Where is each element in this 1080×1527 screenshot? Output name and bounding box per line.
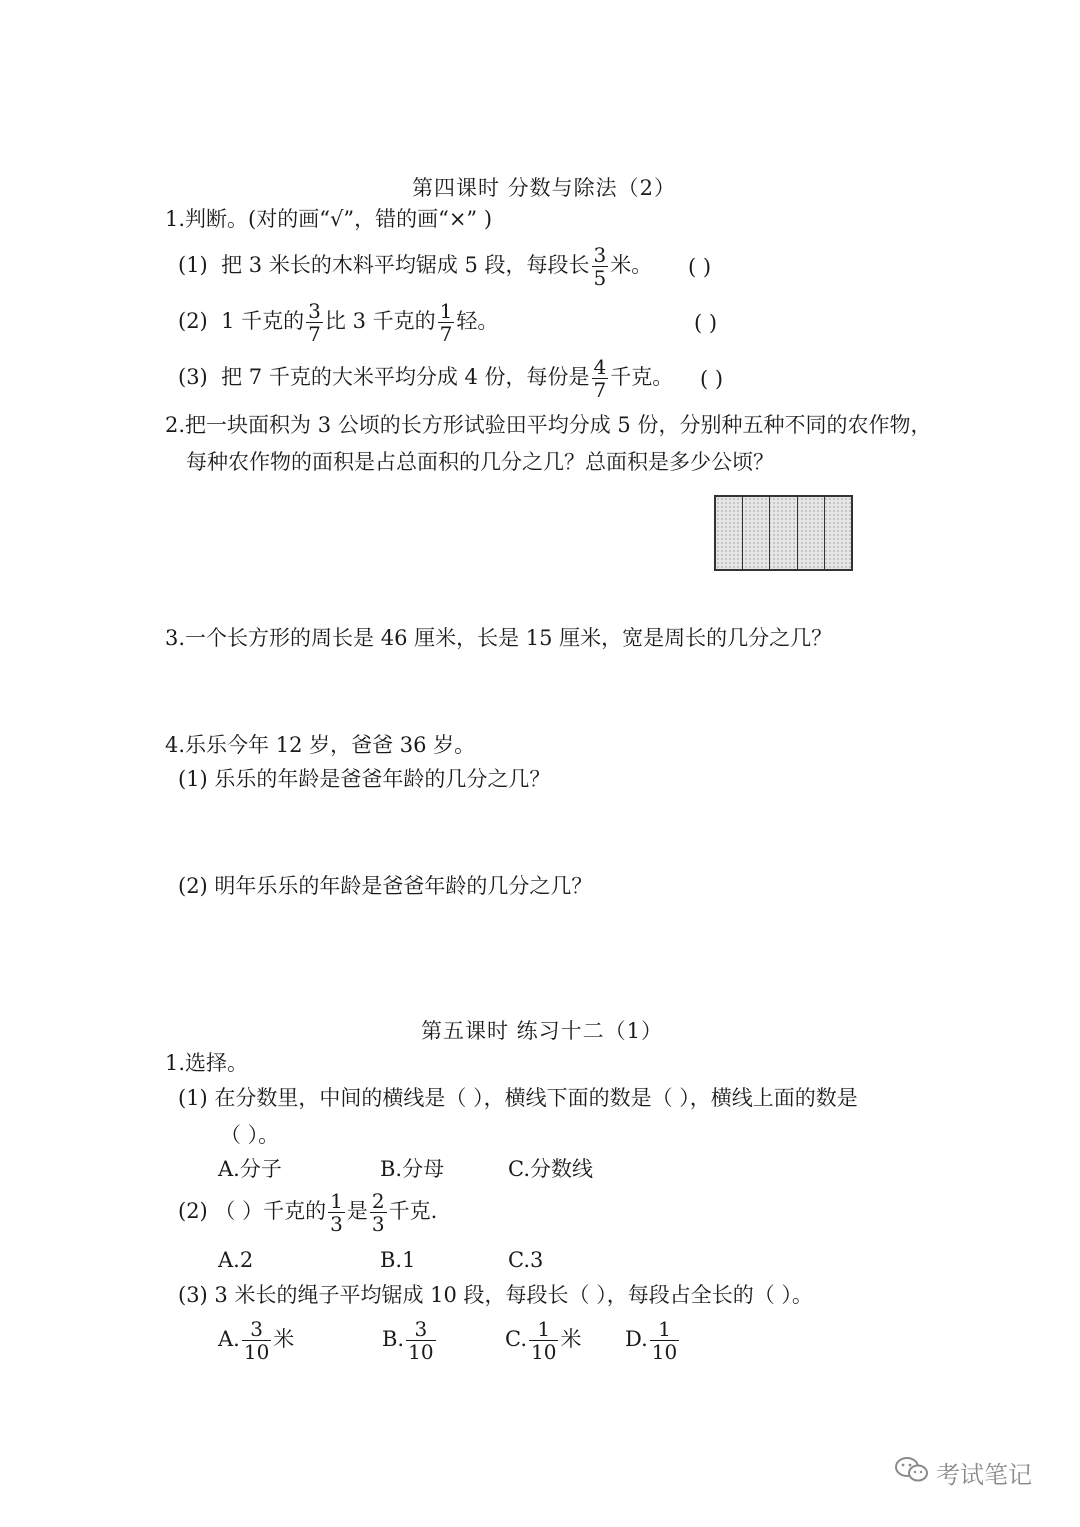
fraction: [650, 1318, 679, 1363]
option-c[interactable]: [505, 1318, 581, 1363]
field-part: [825, 497, 851, 569]
item-text-end: 米。: [610, 253, 653, 277]
fraction: [370, 1190, 387, 1235]
fraction: [406, 1318, 435, 1363]
option-label: A.: [218, 1327, 240, 1351]
item-index: (1): [178, 253, 208, 277]
numerator: 3: [308, 299, 321, 323]
fraction: [306, 300, 323, 345]
numerator: 1: [537, 1317, 551, 1341]
denominator: 7: [439, 322, 453, 346]
numerator: 1: [330, 1189, 343, 1213]
option-b[interactable]: B.1: [380, 1248, 416, 1272]
option-c[interactable]: C.3: [508, 1248, 544, 1272]
option-label: C.: [505, 1327, 527, 1351]
l4-q4-sub2: (2) 明年乐乐的年龄是爸爸年龄的几分之几？: [178, 874, 593, 898]
option-b[interactable]: [382, 1318, 438, 1363]
fraction: [242, 1318, 271, 1363]
numerator: 3: [250, 1317, 263, 1341]
numerator: 4: [593, 355, 607, 379]
fraction: [438, 300, 455, 345]
field-diagram: [714, 495, 853, 571]
fraction: [592, 244, 609, 289]
l4-q3: 3.一个长方形的周长是 46 厘米，长是 15 厘米，宽是周长的几分之几？: [165, 626, 833, 650]
numerator: 1: [439, 299, 453, 323]
lesson5-title: 第五课时 练习十二（1）: [421, 1019, 664, 1043]
l4-q4-sub1: (1) 乐乐的年龄是爸爸年龄的几分之几？: [178, 767, 551, 791]
l4-q2-line1: 2.把一块面积为 3 公顷的长方形试验田平均分成 5 份，分别种五种不同的农作物，: [165, 413, 932, 437]
numerator: 3: [414, 1317, 428, 1341]
option-a[interactable]: [218, 1318, 294, 1363]
numerator: 1: [658, 1317, 671, 1341]
item-index: (2): [178, 309, 208, 333]
l4-q1-item-3: [178, 356, 673, 401]
field-part: [798, 497, 825, 569]
item-text: 把 3 米长的木料平均锯成 5 段，每段长: [221, 253, 590, 277]
option-unit: 米: [560, 1327, 582, 1351]
denominator: 7: [593, 378, 607, 402]
option-a[interactable]: A.分子: [218, 1157, 282, 1181]
field-part: [743, 497, 770, 569]
l4-q4-stem: 4.乐乐今年 12 岁，爸爸 36 岁。: [165, 733, 476, 757]
l5-q1-stem: 1.选择。: [165, 1051, 249, 1075]
denominator: 5: [593, 266, 607, 290]
option-unit: 米: [273, 1327, 295, 1351]
item-index: (3): [178, 365, 208, 389]
option-d[interactable]: [625, 1318, 681, 1363]
numerator: 2: [371, 1189, 385, 1213]
l5-q1-s1-line1: (1) 在分数里，中间的横线是（ ），横线下面的数是（ ），横线上面的数是: [178, 1086, 858, 1110]
option-c[interactable]: C.分数线: [508, 1157, 593, 1181]
field-part: [770, 497, 797, 569]
denominator: 7: [308, 322, 321, 346]
fraction: [592, 356, 609, 401]
denominator: 3: [330, 1212, 343, 1236]
option-b[interactable]: B.分母: [380, 1157, 445, 1181]
l5-q1-s1-line2: （ ）。: [220, 1123, 280, 1147]
answer-paren-2[interactable]: ( ): [694, 311, 718, 335]
item-text: (2) （ ）千克的: [178, 1199, 327, 1223]
option-label: D.: [625, 1327, 648, 1351]
denominator: 10: [243, 1340, 270, 1364]
field-part: [716, 497, 743, 569]
denominator: 3: [371, 1212, 385, 1236]
denominator: 10: [651, 1340, 678, 1364]
item-text-mid: 比 3 千克的: [324, 309, 436, 333]
l5-q1-s2: [178, 1190, 437, 1235]
item-text: 1 千克的: [221, 309, 305, 333]
wechat-icon: [894, 1455, 930, 1485]
l5-q1-s3: (3) 3 米长的绳子平均锯成 10 段，每段长（ ），每段占全长的（ ）。: [178, 1283, 813, 1307]
option-label: B.: [382, 1327, 405, 1351]
answer-paren-3[interactable]: ( ): [700, 367, 724, 391]
fraction: [328, 1190, 345, 1235]
lesson4-title: 第四课时 分数与除法（2）: [412, 176, 677, 200]
item-text-end: 千克.: [388, 1199, 438, 1223]
item-text: 把 7 千克的大米平均分成 4 份，每份是: [221, 365, 590, 389]
denominator: 10: [408, 1340, 434, 1364]
l4-q2-line2: 每种农作物的面积是占总面积的几分之几？总面积是多少公顷？: [186, 450, 774, 474]
l4-q1-item-1: [178, 244, 652, 289]
l4-q1-item-2: [178, 300, 498, 345]
l4-q1-stem: 1.判断。(对的画“√”，错的画“×” ): [165, 207, 493, 231]
watermark-text: 考试笔记: [936, 1461, 1032, 1489]
answer-paren-1[interactable]: ( ): [688, 255, 712, 279]
denominator: 10: [531, 1340, 557, 1364]
numerator: 3: [593, 243, 607, 267]
item-text-mid: 是: [346, 1199, 368, 1223]
fraction: [529, 1318, 558, 1363]
item-text-end: 轻。: [456, 309, 499, 333]
option-a[interactable]: A.2: [218, 1248, 254, 1272]
item-text-end: 千克。: [610, 365, 674, 389]
